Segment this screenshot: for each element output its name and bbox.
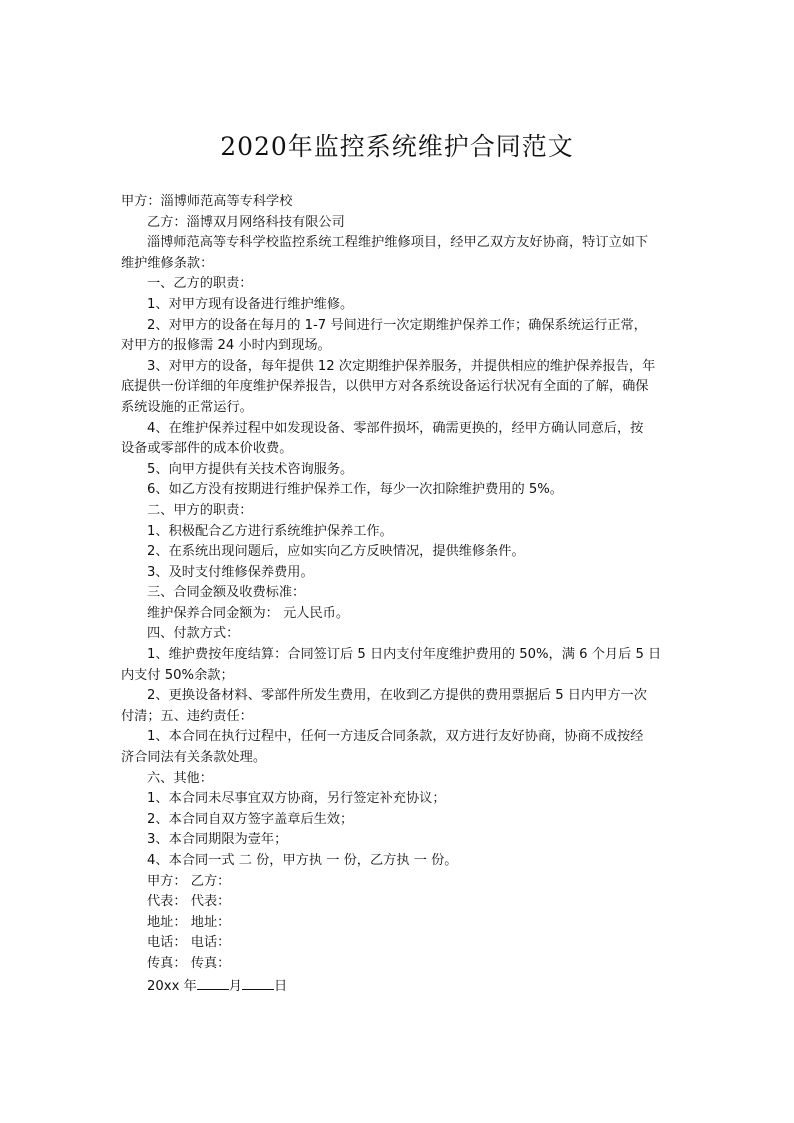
contract-line: 系统设施的正常运行。: [121, 399, 253, 415]
contract-line: 1、本合同在执行过程中，任何一方违反合同条款，双方进行友好协商，协商不成按经: [147, 729, 644, 745]
contract-line: 2、更换设备材料、零部件所发生费用，在收到乙方提供的费用票据后 5 日内甲方一次: [147, 688, 647, 704]
contract-line: 二、甲方的职责：: [147, 502, 253, 518]
contract-line: 4、本合同一式 二 份，甲方执 一 份，乙方执 一 份。: [147, 853, 458, 868]
contract-line: 3、及时支付维修保养费用。: [147, 564, 314, 580]
contract-line: 付清；五、违约责任：: [121, 708, 253, 724]
contract-line: 乙方：淄博双月网络科技有限公司: [147, 214, 345, 230]
date-year: 20xx 年: [147, 978, 197, 994]
contract-line: 1、对甲方现有设备进行维护维修。: [147, 296, 354, 312]
contract-line: 甲方：淄博师范高等专科学校: [121, 194, 293, 209]
contract-line: 维护保养合同金额为： 元人民币。: [147, 605, 350, 621]
contract-line: 地址： 地址：: [147, 914, 231, 930]
contract-line: 1、本合同未尽事宜双方协商，另行签定补充协议；: [147, 791, 446, 807]
contract-line: 一、乙方的职责：: [147, 276, 253, 292]
contract-line: 电话： 电话：: [147, 935, 231, 951]
contract-line: 2、本合同自双方签字盖章后生效；: [147, 811, 354, 827]
contract-line: 2、在系统出现问题后，应如实向乙方反映情况，提供维修条件。: [147, 544, 525, 560]
contract-line: 代表： 代表：: [147, 894, 231, 910]
contract-line: 3、对甲方的设备，每年提供 12 次定期维护保养服务，并提供相应的维护保养报告，年: [147, 358, 656, 374]
contract-line: 5、向甲方提供有关技术咨询服务。: [147, 461, 354, 477]
document-body: [121, 192, 681, 997]
date-month: 月: [228, 978, 242, 994]
contract-line: 甲方： 乙方：: [147, 873, 231, 889]
day-blank: [242, 975, 274, 990]
contract-line: 三、合同金额及收费标准：: [147, 585, 306, 601]
contract-line: 传真： 传真：: [147, 955, 231, 971]
contract-line: 1、积极配合乙方进行系统维护保养工作。: [147, 523, 393, 539]
contract-line: 内支付 50%余款；: [121, 667, 234, 683]
contract-line: 3、本合同期限为壹年；: [147, 832, 288, 848]
date-line: [121, 975, 681, 998]
contract-line: 4、在维护保养过程中如发现设备、零部件损坏，确需更换的，经甲方确认同意后，按: [147, 420, 644, 436]
contract-line: 底提供一份详细的年度维护保养报告，以供甲方对各系统设备运行状况有全面的了解，确保: [121, 379, 649, 395]
contract-line: 6、如乙方没有按期进行维护保养工作，每少一次扣除维护费用的 5%。: [147, 482, 563, 498]
contract-line: 设备或零部件的成本价收费。: [121, 441, 293, 457]
contract-line: 六、其他：: [147, 770, 213, 786]
month-blank: [197, 975, 229, 990]
contract-line: 1、维护费按年度结算：合同签订后 5 日内支付年度维护费用的 50%，满 6 个月后 5 日: [147, 647, 662, 663]
contract-line: 济合同法有关条款处理。: [121, 750, 267, 766]
contract-line: 四、付款方式：: [147, 626, 240, 642]
document-title: 2020年监控系统维护合同范文: [220, 132, 574, 161]
contract-line: 维护维修条款：: [121, 255, 214, 271]
contract-text: [121, 192, 681, 975]
contract-line: 2、对甲方的设备在每月的 1-7 号间进行一次定期维护保养工作；确保系统运行正常，: [147, 317, 647, 333]
contract-line: 对甲方的报修需 24 小时内到现场。: [121, 338, 331, 354]
date-day: 日: [273, 978, 288, 994]
contract-line: 淄博师范高等专科学校监控系统工程维护维修项目，经甲乙双方友好协商，特订立如下: [147, 235, 649, 251]
